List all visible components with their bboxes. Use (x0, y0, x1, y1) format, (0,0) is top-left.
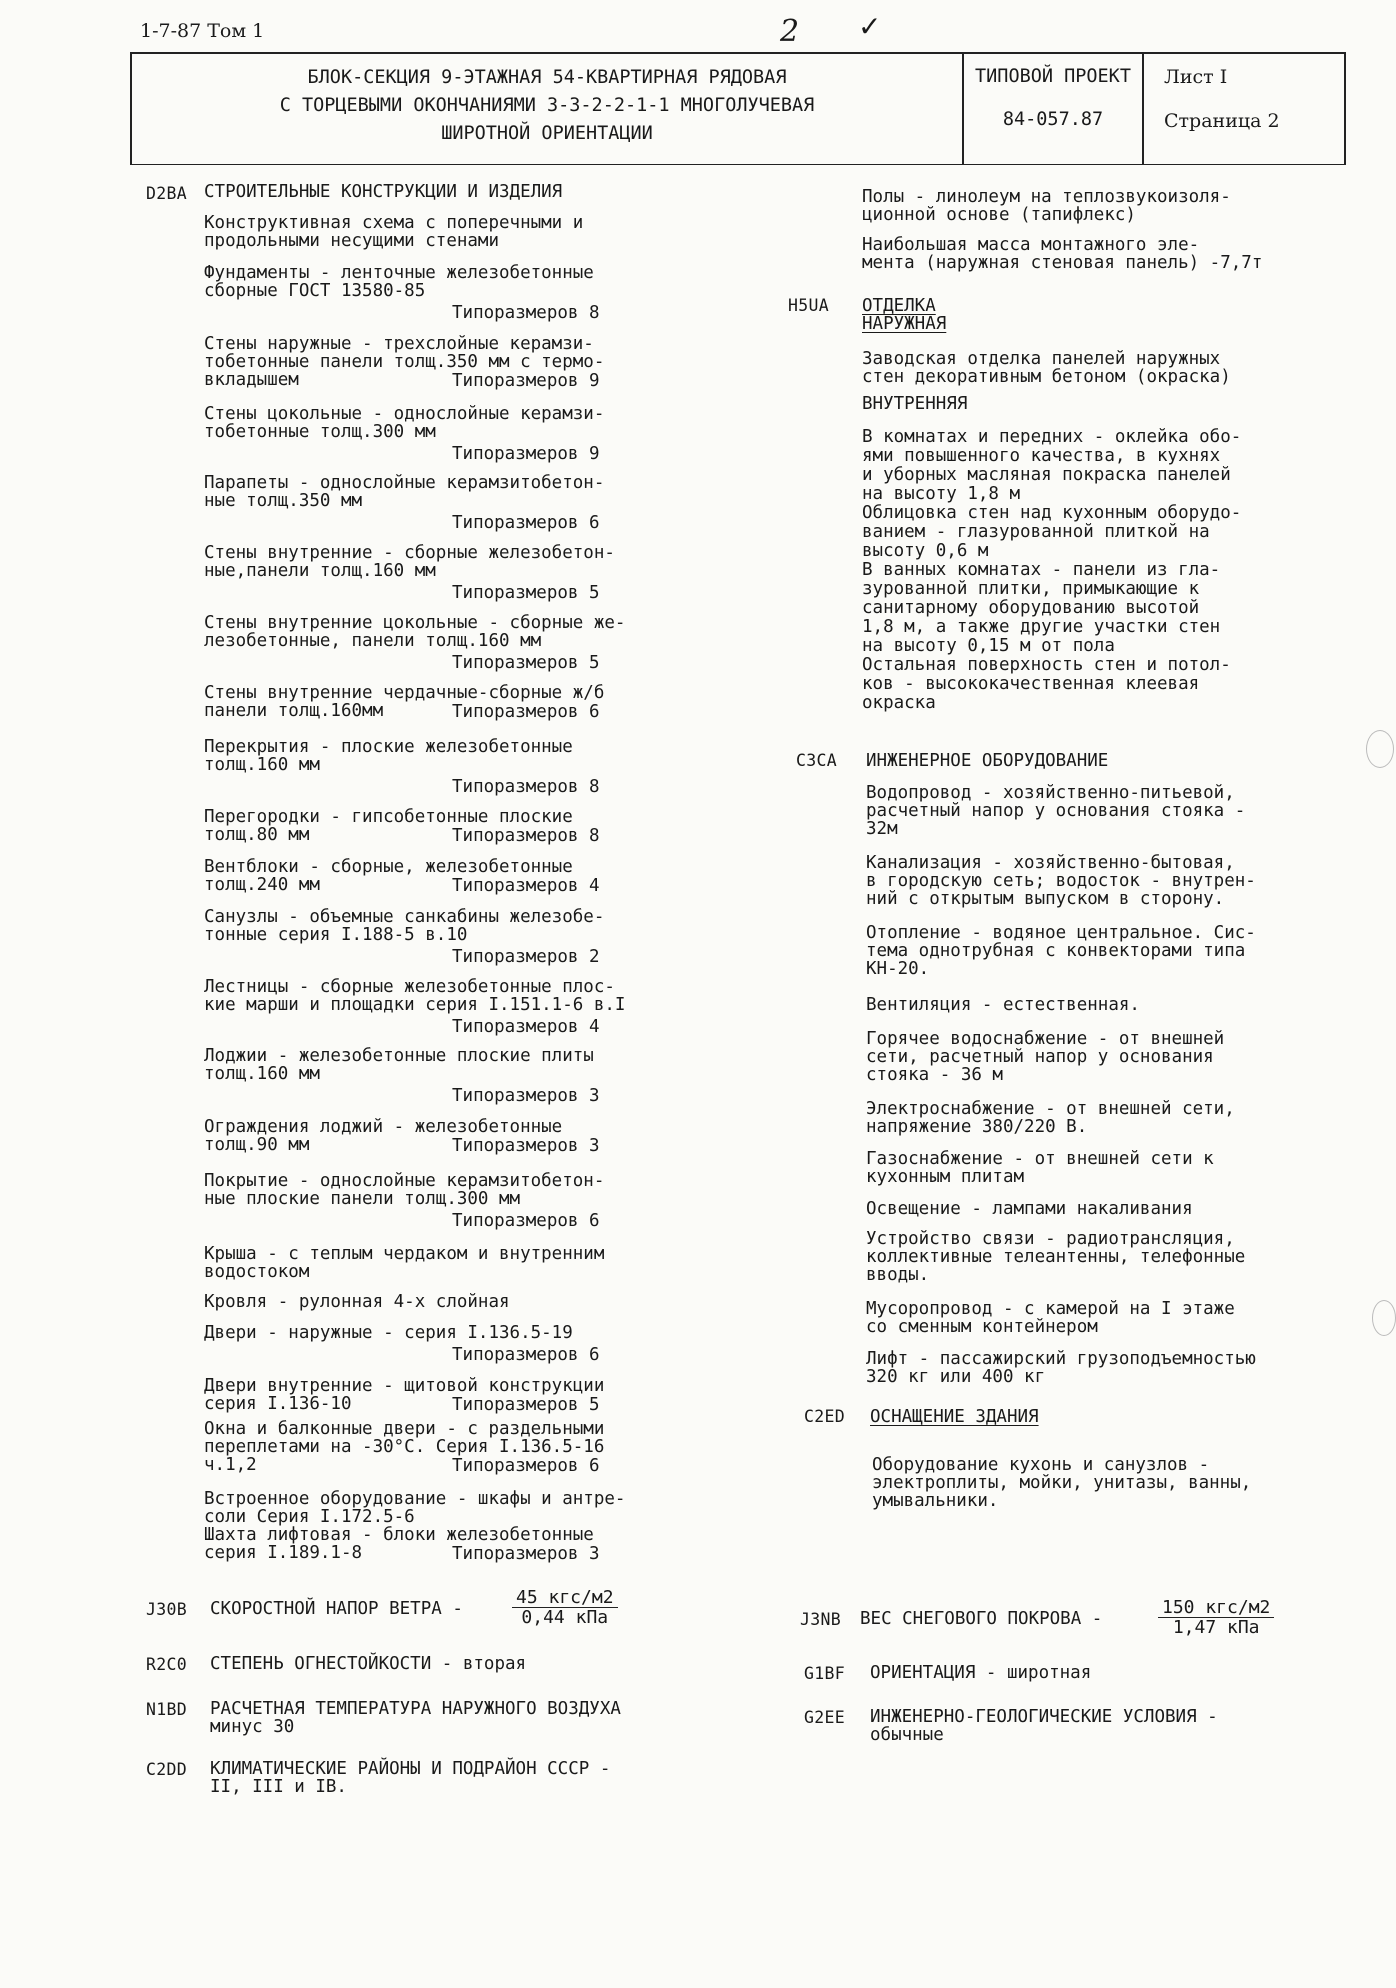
structure-item-line: Конструктивная схема с поперечными и (204, 213, 584, 233)
structure-item-line: ч.1,2 (204, 1455, 257, 1475)
engineering-item-line: Водопровод - хозяйственно-питьевой, (866, 783, 1235, 803)
title-line: ШИРОТНОЙ ОРИЕНТАЦИИ (441, 123, 653, 144)
structure-item-line: тобетонные панели толщ.350 мм с термо- (204, 352, 605, 372)
typesize-count: Типоразмеров 6 (452, 1211, 600, 1231)
engineering-item-line: Электроснабжение - от внешней сети, (866, 1099, 1235, 1119)
engineering-item-line: напряжение 380/220 В. (866, 1117, 1088, 1137)
structure-item-line: ные,панели толщ.160 мм (204, 561, 436, 581)
engineering-item-line: стояка - 36 м (866, 1065, 1003, 1085)
project-number: 84-057.87 (1002, 109, 1104, 130)
typesize-count: Типоразмеров 4 (452, 1017, 600, 1037)
typesize-count: Типоразмеров 2 (452, 947, 600, 967)
interior-finish-line: ванием - глазурованной плиткой на (862, 522, 1210, 542)
structure-item-line: Лестницы - сборные железобетонные плос- (204, 977, 615, 997)
section-code: H5UA (788, 296, 829, 315)
floors-line: Полы - линолеум на теплозвукоизоля- (862, 187, 1231, 207)
typesize-count: Типоразмеров 8 (452, 303, 600, 323)
structure-item-line: Фундаменты - ленточные железобетонные (204, 263, 594, 283)
structure-item-line: Ограждения лоджий - железобетонные (204, 1117, 563, 1137)
interior-finish-line: и уборных масляная покраска панелей (862, 465, 1231, 485)
interior-finish-line: В ванных комнатах - панели из гла- (862, 560, 1221, 580)
snow-load-kgs: 150 кгс/м2 (1158, 1598, 1274, 1618)
handwritten-page-mark: 2 (780, 14, 800, 49)
title-line: С ТОРЦЕВЫМИ ОКОНЧАНИЯМИ 3-3-2-2-1-1 МНОГОЛУЧЕВАЯ (279, 95, 815, 116)
interior-finish-line: зурованной плитки, примыкающие к (862, 579, 1200, 599)
typesize-count: Типоразмеров 5 (452, 653, 600, 673)
structure-item-line: Стены наружные - трехслойные керамзи- (204, 334, 594, 354)
interior-title: ВНУТРЕННЯЯ (862, 394, 968, 414)
section-code: R2C0 (146, 1655, 187, 1674)
structure-item-line: серия I.136-10 (204, 1394, 352, 1414)
max-mass-line: Наибольшая масса монтажного эле- (862, 235, 1200, 255)
section-code: N1BD (146, 1700, 187, 1719)
equipment-line: умывальники. (872, 1491, 999, 1511)
structure-item-line: ные плоские панели толщ.300 мм (204, 1189, 521, 1209)
engineering-item-line: Вентиляция - естественная. (866, 995, 1140, 1015)
structure-item-line: соли Серия I.172.5-6 (204, 1507, 415, 1527)
engineering-item-line: КН-20. (866, 959, 930, 979)
structure-item-line: вкладышем (204, 370, 299, 390)
typesize-count: Типоразмеров 8 (452, 777, 600, 797)
structure-item-line: сборные ГОСТ 13580-85 (204, 281, 426, 301)
interior-finish-line: на высоту 0,15 м от пола (862, 636, 1115, 656)
structure-item-line: Лоджии - железобетонные плоские плиты (204, 1046, 594, 1066)
snow-load-value (1158, 1598, 1274, 1637)
section-code: G2EE (804, 1708, 845, 1727)
structure-item-line: ные толщ.350 мм (204, 491, 363, 511)
engineering-item-line: в городскую сеть; водосток - внутрен- (866, 871, 1256, 891)
structure-item-line: толщ.240 мм (204, 875, 320, 895)
design-temperature: РАСЧЕТНАЯ ТЕМПЕРАТУРА НАРУЖНОГО ВОЗДУХА (210, 1699, 621, 1719)
engineering-title: ИНЖЕНЕРНОЕ ОБОРУДОВАНИЕ (866, 751, 1109, 771)
section-code: D2BA (146, 184, 187, 203)
structure-item-line: Шахта лифтовая - блоки железобетонные (204, 1525, 594, 1545)
structure-item-line: серия I.189.1-8 (204, 1543, 363, 1563)
title-block (130, 52, 1346, 165)
interior-finish-line: Остальная поверхность стен и потол- (862, 655, 1231, 675)
wind-load-kpa: 0,44 кПа (521, 1607, 609, 1628)
structure-item-line: толщ.160 мм (204, 1064, 320, 1084)
structure-item-line: Стены цокольные - однослойные керамзи- (204, 404, 605, 424)
punch-hole-mark (1372, 1300, 1396, 1336)
typesize-count: Типоразмеров 3 (452, 1544, 600, 1564)
geological-conditions: ИНЖЕНЕРНО-ГЕОЛОГИЧЕСКИЕ УСЛОВИЯ - (870, 1707, 1218, 1727)
section-code: C3CA (796, 751, 837, 770)
climate-regions: II, III и IB. (210, 1777, 347, 1797)
structure-item-line: Парапеты - однослойные керамзитобетон- (204, 473, 605, 493)
title-line: БЛОК-СЕКЦИЯ 9-ЭТАЖНАЯ 54-КВАРТИРНАЯ РЯДОВАЯ (307, 67, 787, 88)
fire-resistance: СТЕПЕНЬ ОГНЕСТОЙКОСТИ - вторая (210, 1654, 527, 1674)
section-code: J3NB (800, 1610, 841, 1629)
snow-load-kpa: 1,47 кПа (1172, 1617, 1260, 1638)
structure-item-line: водостоком (204, 1262, 310, 1282)
structure-item-line: Кровля - рулонная 4-х слойная (204, 1292, 510, 1312)
engineering-item-line: Канализация - хозяйственно-бытовая, (866, 853, 1235, 873)
geological-conditions: обычные (870, 1725, 944, 1745)
engineering-item-line: расчетный напор у основания стояка - (866, 801, 1246, 821)
orientation: ОРИЕНТАЦИЯ - широтная (870, 1663, 1092, 1683)
interior-finish-line: В комнатах и передних - оклейка обо- (862, 427, 1242, 447)
structure-item-line: Встроенное оборудование - шкафы и антре- (204, 1489, 626, 1509)
structure-item-line: Окна и балконные двери - с раздельными (204, 1419, 605, 1439)
interior-finish-line: 1,8 м, а также другие участки стен (862, 617, 1221, 637)
interior-finish-line: окраска (862, 693, 936, 713)
structure-item-line: Перегородки - гипсобетонные плоские (204, 807, 573, 827)
structure-item-line: Покрытие - однослойные керамзитобетон- (204, 1171, 605, 1191)
typesize-count: Типоразмеров 5 (452, 583, 600, 603)
engineering-item-line: ний с открытым выпуском в сторону. (866, 889, 1225, 909)
typesize-count: Типоразмеров 6 (452, 1345, 600, 1365)
engineering-item-line: Отопление - водяное центральное. Сис- (866, 923, 1256, 943)
structure-item-line: толщ.90 мм (204, 1135, 310, 1155)
exterior-title: НАРУЖНАЯ (862, 314, 947, 334)
structure-item-line: продольными несущими стенами (204, 231, 500, 251)
interior-finish-line: Облицовка стен над кухонным оборудо- (862, 503, 1242, 523)
engineering-item-line: тема однотрубная с конвекторами типа (866, 941, 1246, 961)
structure-item-line: Двери внутренние - щитовой конструкции (204, 1376, 605, 1396)
check-mark-icon: ✓ (858, 10, 882, 43)
structure-item-line: кие марши и площадки серия I.151.1-6 в.I (204, 995, 626, 1015)
structure-item-line: лезобетонные, панели толщ.160 мм (204, 631, 542, 651)
structure-item-line: панели толщ.160мм (204, 701, 384, 721)
structure-item-line: Стены внутренние цокольные - сборные же- (204, 613, 626, 633)
structure-item-line: тонные серия I.188-5 в.10 (204, 925, 468, 945)
structure-item-line: Стены внутренние чердачные-сборные ж/б (204, 683, 605, 703)
typesize-count: Типоразмеров 5 (452, 1395, 600, 1415)
structure-item-line: Вентблоки - сборные, железобетонные (204, 857, 573, 877)
floors-line: ционной основе (тапифлекс) (862, 205, 1136, 225)
project-cell (964, 54, 1144, 164)
engineering-item-line: Горячее водоснабжение - от внешней (866, 1029, 1225, 1049)
wind-load-value (512, 1588, 618, 1627)
sheet-cell (1144, 54, 1344, 164)
engineering-item-line: коллективные телеантенны, телефонные (866, 1247, 1246, 1267)
structure-item-line: Санузлы - объемные санкабины железобе- (204, 907, 605, 927)
engineering-item-line: Устройство связи - радиотрансляция, (866, 1229, 1235, 1249)
interior-finish-line: санитарному оборудованию высотой (862, 598, 1200, 618)
project-label: ТИПОВОЙ ПРОЕКТ (975, 66, 1131, 87)
structure-item-line: Двери - наружные - серия I.136.5-19 (204, 1323, 573, 1343)
engineering-item-line: 320 кг или 400 кг (866, 1367, 1046, 1387)
page-number: Страница 2 (1164, 110, 1280, 132)
interior-finish-line: на высоту 1,8 м (862, 484, 1021, 504)
section-code: C2DD (146, 1760, 187, 1779)
structure-item-line: Крыша - с теплым чердаком и внутренним (204, 1244, 605, 1264)
sheet-number: Лист I (1164, 66, 1228, 88)
equipment-line: электроплиты, мойки, унитазы, ванны, (872, 1473, 1252, 1493)
typesize-count: Типоразмеров 4 (452, 876, 600, 896)
max-mass-line: мента (наружная стеновая панель) -7,7т (862, 253, 1263, 273)
engineering-item-line: Освещение - лампами накаливания (866, 1199, 1193, 1219)
wind-load-kgs: 45 кгс/м2 (512, 1588, 618, 1608)
structure-item-line: переплетами на -30°С. Серия I.136.5-16 (204, 1437, 605, 1457)
structure-item-line: Стены внутренние - сборные железобетон- (204, 543, 615, 563)
document-reference: 1-7-87 Том 1 (140, 20, 265, 42)
interior-finish-line: ями повышенного качества, в кухнях (862, 446, 1221, 466)
section-code: C2ED (804, 1407, 845, 1426)
typesize-count: Типоразмеров 6 (452, 702, 600, 722)
typesize-count: Типоразмеров 9 (452, 444, 600, 464)
typesize-count: Типоразмеров 9 (452, 371, 600, 391)
exterior-finish-line: стен декоративным бетоном (окраска) (862, 367, 1231, 387)
engineering-item-line: вводы. (866, 1265, 930, 1285)
section-title: СТРОИТЕЛЬНЫЕ КОНСТРУКЦИИ И ИЗДЕЛИЯ (204, 182, 563, 202)
section-code: G1BF (804, 1664, 845, 1683)
engineering-item-line: Мусоропровод - с камерой на I этаже (866, 1299, 1235, 1319)
typesize-count: Типоразмеров 6 (452, 1456, 600, 1476)
document-title (132, 54, 964, 164)
section-code: J30B (146, 1600, 187, 1619)
wind-load-label: СКОРОСТНОЙ НАПОР ВЕТРА - (210, 1599, 463, 1619)
typesize-count: Типоразмеров 8 (452, 826, 600, 846)
structure-item-line: толщ.80 мм (204, 825, 310, 845)
design-temperature: минус 30 (210, 1717, 295, 1737)
snow-load-label: ВЕС СНЕГОВОГО ПОКРОВА - (860, 1609, 1103, 1629)
engineering-item-line: Газоснабжение - от внешней сети к (866, 1149, 1214, 1169)
interior-finish-line: высоту 0,6 м (862, 541, 989, 561)
interior-finish-line: ков - высококачественная клеевая (862, 674, 1200, 694)
engineering-item-line: кухонным плитам (866, 1167, 1025, 1187)
engineering-item-line: сети, расчетный напор у основания (866, 1047, 1214, 1067)
typesize-count: Типоразмеров 3 (452, 1086, 600, 1106)
engineering-item-line: со сменным контейнером (866, 1317, 1098, 1337)
structure-item-line: толщ.160 мм (204, 755, 320, 775)
exterior-finish-line: Заводская отделка панелей наружных (862, 349, 1221, 369)
engineering-item-line: Лифт - пассажирский грузоподъемностью (866, 1349, 1256, 1369)
equipment-line: Оборудование кухонь и санузлов - (872, 1455, 1210, 1475)
structure-item-line: Перекрытия - плоские железобетонные (204, 737, 573, 757)
punch-hole-mark (1366, 730, 1394, 768)
engineering-item-line: 32м (866, 819, 898, 839)
equipment-title: ОСНАЩЕНИЕ ЗДАНИЯ (870, 1407, 1039, 1427)
climate-regions: КЛИМАТИЧЕСКИЕ РАЙОНЫ И ПОДРАЙОН СССР - (210, 1759, 611, 1779)
structure-item-line: тобетонные толщ.300 мм (204, 422, 436, 442)
typesize-count: Типоразмеров 6 (452, 513, 600, 533)
finishing-title: ОТДЕЛКА (862, 296, 936, 316)
typesize-count: Типоразмеров 3 (452, 1136, 600, 1156)
